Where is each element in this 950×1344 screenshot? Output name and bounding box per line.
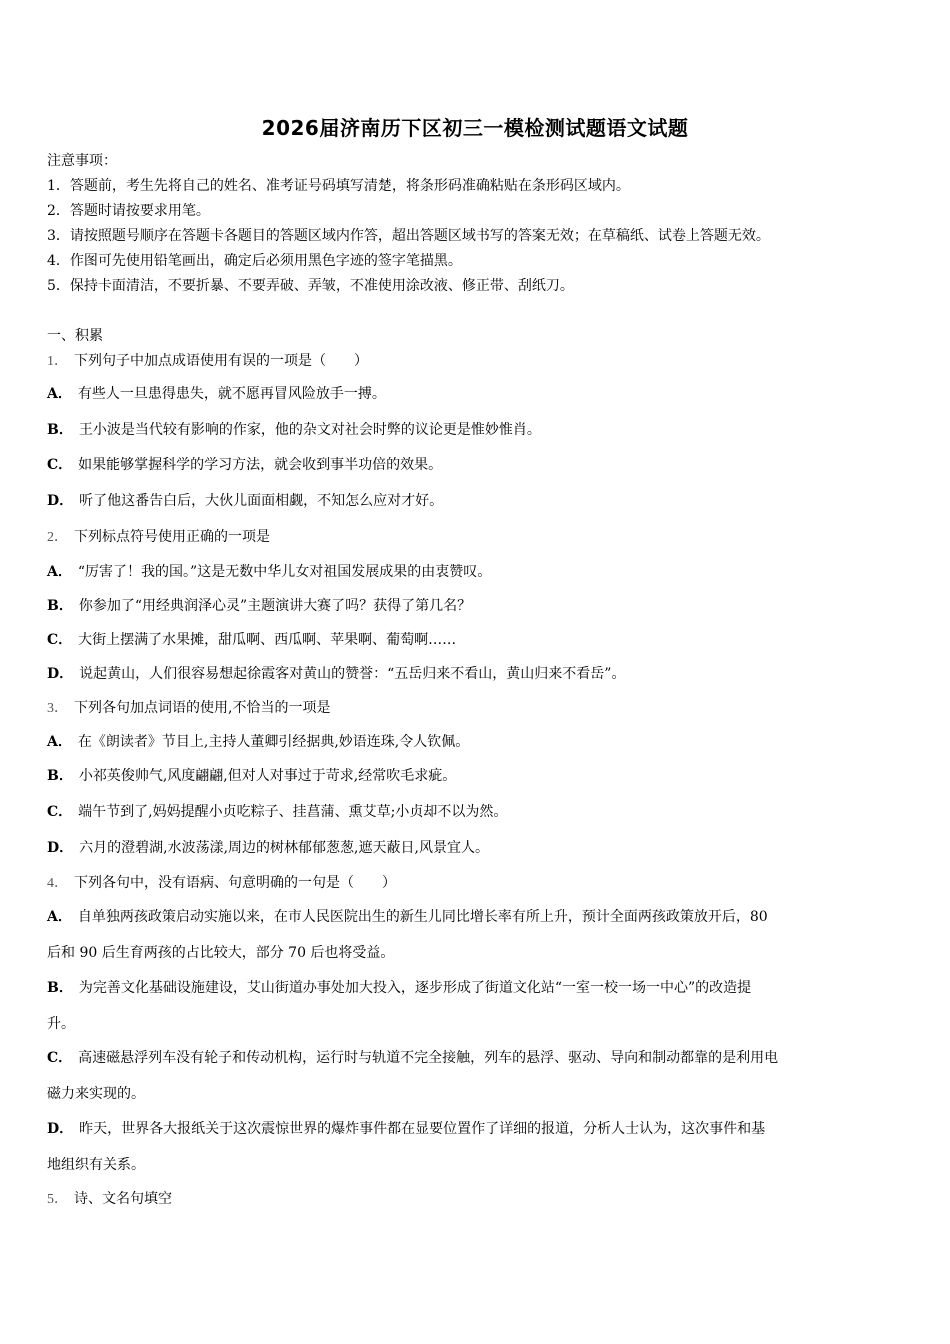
question-paren-close: ）	[382, 875, 396, 891]
option-d: D． 听了他这番告白后，大伙儿面面相觑，不知怎么应对才好。	[47, 493, 444, 509]
question-1	[47, 351, 907, 372]
notice-item: 5．保持卡面清洁，不要折暴、不要弄破、弄皱，不准使用涂改液、修正带、刮纸刀。	[47, 278, 574, 294]
option-b: B． 你参加了“用经典润泽心灵”主题演讲大赛了吗？获得了第几名？	[47, 598, 472, 614]
question-number: 2．	[47, 530, 68, 545]
option-a: A． 自单独两孩政策启动实施以来，在市人民医院出生的新生儿同比增长率有所上升，预计全面两孩政策放开后，80	[47, 909, 768, 925]
notice-item: 4．作图可先使用铅笔画出，确定后必须用黑色字迹的签字笔描黑。	[47, 253, 462, 269]
option-a: A． “厉害了！我的国。”这是无数中华儿女对祖国发展成果的由衷赞叹。	[47, 564, 492, 580]
notice-item: 3．请按照题号顺序在答题卡各题目的答题区域内作答，超出答题区域书写的答案无效；在草稿纸、试卷上答题无效。	[47, 228, 770, 244]
question-number: 3．	[47, 701, 68, 716]
option-a-continued: 后和 90 后生育两孩的占比较大，部分 70 后也将受益。	[47, 945, 395, 961]
section-heading: 一、积累	[47, 328, 103, 344]
option-c: C． 如果能够掌握科学的学习方法，就会收到事半功倍的效果。	[47, 457, 443, 473]
question-paren-close: ）	[354, 353, 368, 369]
option-c: C． 端午节到了,妈妈提醒小贞吃粽子、挂菖蒲、熏艾草;小贞却不以为然。	[47, 804, 508, 820]
question-3	[47, 698, 907, 719]
question-5	[47, 1189, 907, 1210]
option-b: B． 小祁英俊帅气,风度翩翩,但对人对事过于苛求,经常吹毛求疵。	[47, 768, 457, 784]
option-b: B． 王小波是当代较有影响的作家，他的杂文对社会时弊的议论更是惟妙惟肖。	[47, 422, 541, 438]
question-2	[47, 527, 907, 548]
notice-item: 2．答题时请按要求用笔。	[47, 203, 210, 219]
option-d: D． 说起黄山，人们很容易想起徐霞客对黄山的赞誉：“五岳归来不看山，黄山归来不看岳”。	[47, 666, 626, 682]
notice-heading: 注意事项：	[47, 153, 117, 169]
question-stem: 诗、文名句填空	[74, 1191, 172, 1207]
option-a: A． 在《朗读者》节目上,主持人董卿引经据典,妙语连珠,令人钦佩。	[47, 734, 470, 750]
question-stem: 下列标点符号使用正确的一项是	[74, 529, 270, 545]
option-c-continued: 磁力来实现的。	[47, 1086, 145, 1102]
question-stem: 下列各句中，没有语病、句意明确的一句是（	[74, 875, 354, 891]
option-d: D． 昨天，世界各大报纸关于这次震惊世界的爆炸事件都在显要位置作了详细的报道，分析人士认为，这次事件和基	[47, 1121, 766, 1137]
notice-item: 1．答题前，考生先将自己的姓名、准考证号码填写清楚，将条形码准确粘贴在条形码区域内。	[47, 178, 630, 194]
option-d-continued: 地组织有关系。	[47, 1157, 145, 1173]
option-d: D． 六月的澄碧湖,水波荡漾,周边的树林郁郁葱葱,遮天蔽日,风景宜人。	[47, 840, 489, 856]
option-a: A． 有些人一旦患得患失，就不愿再冒风险放手一搏。	[47, 386, 386, 402]
question-4	[47, 873, 907, 894]
page-title: 2026届济南历下区初三一模检测试题语文试题	[261, 116, 689, 140]
option-c: C． 大街上摆满了水果摊，甜瓜啊、西瓜啊、苹果啊、葡萄啊……	[47, 632, 457, 648]
question-stem: 下列句子中加点成语使用有误的一项是（	[74, 353, 326, 369]
option-b-continued: 升。	[47, 1016, 75, 1032]
question-stem: 下列各句加点词语的使用,不恰当的一项是	[74, 700, 331, 716]
option-b: B． 为完善文化基础设施建设，艾山街道办事处加大投入，逐步形成了街道文化站“一室一校一场一中心”的改造提	[47, 980, 752, 996]
option-c: C． 高速磁悬浮列车没有轮子和传动机构，运行时与轨道不完全接触，列车的悬浮、驱动、导向和制动都靠的是利用电	[47, 1050, 779, 1066]
question-number: 5．	[47, 1192, 68, 1207]
question-number: 4．	[47, 876, 68, 891]
question-number: 1．	[47, 354, 68, 369]
